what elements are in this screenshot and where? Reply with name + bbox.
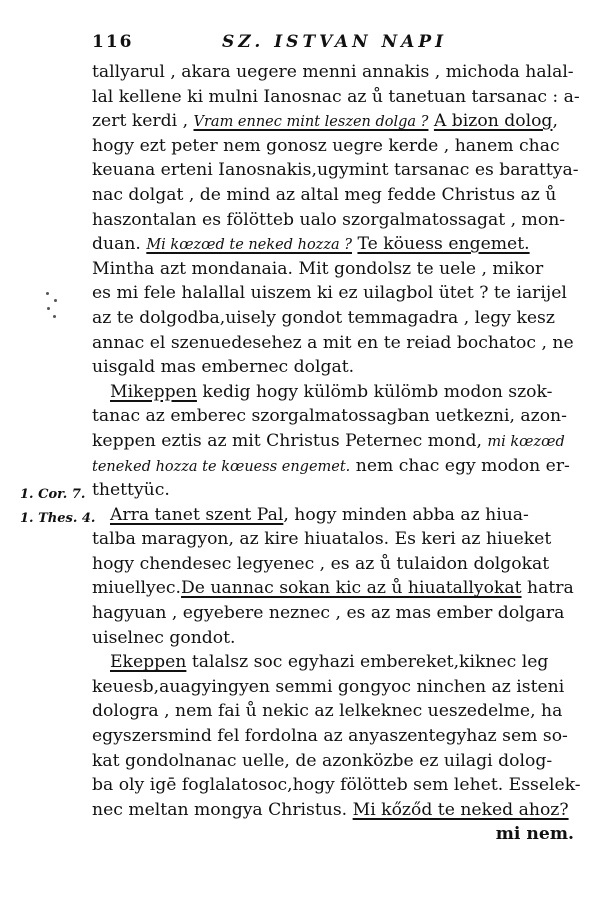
- text-run: duan.: [92, 234, 147, 255]
- running-title: SZ. ISTVAN NAPI: [222, 32, 448, 52]
- text-run: ba oly igē foglalatosoc,hogy fölötteb sem lehet. Esselek-: [92, 775, 581, 796]
- text-run: keuesb,auagyingyen semmi gongyoc ninchen az isteni: [92, 676, 565, 697]
- text-run: kedig hogy külömb külömb modon szok-: [196, 381, 553, 402]
- text-line: [92, 158, 579, 183]
- text-run: nem chac egy modon er-: [350, 455, 570, 476]
- text-run: De uannac sokan kic az ů hiuatallyokat: [181, 578, 522, 599]
- text-line: [92, 380, 574, 405]
- text-run: talalsz soc egyhazi embereket,kiknec leg: [186, 652, 549, 673]
- text-line: [92, 331, 574, 356]
- text-line: [92, 503, 574, 528]
- text-run: hogy chendesec legyenec , es az ů tulaidon dolgokat: [92, 553, 550, 574]
- text-line: [92, 576, 574, 601]
- margin-note-thes: 1. Thes. 4.: [20, 511, 96, 526]
- quoted-phrase: teneked hozza te kœuess engemet.: [92, 458, 351, 475]
- text-line: [92, 822, 574, 847]
- text-line: [92, 478, 574, 503]
- text-line: [92, 404, 574, 429]
- text-run: annac el szenuedesehez a mit en te reiad bochatoc , ne: [92, 332, 574, 353]
- text-line: [92, 85, 580, 110]
- text-line: [92, 527, 574, 552]
- quoted-phrase: Vram ennec mint leszen dolga ?: [193, 114, 429, 131]
- text-run: Mikeppen: [110, 381, 197, 402]
- text-run: Mi kőződ te neked ahoz?: [352, 799, 569, 820]
- quoted-phrase: mi kœzœd: [487, 433, 565, 450]
- text-run: Mintha azt mondanaia. Mit gondolsz te uele , mikor: [92, 258, 544, 279]
- text-run: Te köuess engemet.: [357, 234, 530, 255]
- text-run: hogy ezt peter nem gonosz uegre kerde , hanem chac: [92, 135, 560, 156]
- text-line: [92, 650, 574, 675]
- text-run: keuana erteni Ianosnakis,ugymint tarsanac es barattya-: [92, 160, 579, 181]
- text-line: [92, 601, 574, 626]
- text-line: [92, 306, 574, 331]
- text-run: , hogy minden abba az hiua-: [283, 504, 529, 525]
- text-run: uiselnec gondot.: [92, 627, 236, 648]
- text-run: lal kellene ki mulni Ianosnac az ů tanetuan tarsanac : a-: [92, 86, 580, 107]
- text-run: tallyarul , akara uegere menni annakis , michoda halal-: [92, 62, 574, 82]
- text-run: miuellyec.: [92, 578, 182, 599]
- text-run: kat gondolnanac uelle, de azonközbe ez uilagi dolog-: [92, 750, 553, 771]
- text-run: zert kerdi ,: [92, 111, 194, 132]
- body-text: [92, 60, 581, 847]
- text-run: egyszersmind fel fordolna az anyaszentegyhaz sem so-: [92, 726, 568, 747]
- text-run: mi nem.: [495, 824, 574, 845]
- text-run: ,: [552, 111, 558, 132]
- text-line: [92, 232, 574, 257]
- text-line: [92, 281, 574, 306]
- text-line: [92, 798, 574, 823]
- margin-note-cor: 1. Cor. 7.: [20, 487, 86, 502]
- quoted-phrase: Mi kœzœd te neked hozza ?: [146, 237, 352, 254]
- text-run: A bizon dolog: [433, 111, 553, 132]
- text-line: [92, 355, 574, 380]
- text-run: Arra tanet szent Pal: [110, 504, 284, 525]
- text-run: hagyuan , egyebere neznec , es az mas ember dolgara: [92, 603, 565, 624]
- text-line: [92, 626, 574, 651]
- text-run: dologra , nem fai ů nekic az lelkeknec ueszedelme, ha: [92, 701, 563, 722]
- text-line: [92, 208, 574, 233]
- text-line: [92, 749, 574, 774]
- text-run: haszontalan es fölötteb ualo szorgalmatossagat , mon-: [92, 209, 566, 230]
- text-run: hatra: [521, 578, 574, 599]
- text-run: es mi fele halallal uiszem ki ez uilagbol ütet ? te iarijel: [92, 283, 567, 304]
- text-run: az te dolgodba,uisely gondot temmagadra , legy kesz: [92, 307, 555, 328]
- text-run: nac dolgat , de mind az altal meg fedde Christus az ů: [92, 184, 557, 205]
- page-number: 116: [92, 32, 134, 52]
- text-line: [92, 183, 574, 208]
- text-run: thettyüc.: [92, 480, 170, 501]
- text-line: [92, 699, 574, 724]
- text-line: [92, 675, 574, 700]
- text-line: [92, 552, 574, 577]
- text-run: uisgald mas embernec dolgat.: [92, 357, 355, 378]
- page-header: [92, 32, 572, 56]
- text-line: [92, 60, 574, 85]
- text-line: [92, 134, 574, 159]
- text-run: tanac az emberec szorgalmatossagban uetkezni, azon-: [92, 406, 567, 427]
- text-run: nec meltan mongya Christus.: [92, 799, 353, 820]
- text-run: Ekeppen: [110, 652, 187, 673]
- text-line: [92, 429, 574, 454]
- text-run: talba maragyon, az kire hiuatalos. Es keri az hiueket: [92, 529, 552, 550]
- text-line: [92, 257, 574, 282]
- text-run: keppen eztis az mit Christus Peternec mond,: [92, 430, 488, 451]
- margin-dots-ornament: [44, 290, 60, 320]
- text-line: [92, 109, 574, 134]
- text-line: [92, 454, 574, 479]
- text-line: [92, 773, 581, 798]
- text-line: [92, 724, 574, 749]
